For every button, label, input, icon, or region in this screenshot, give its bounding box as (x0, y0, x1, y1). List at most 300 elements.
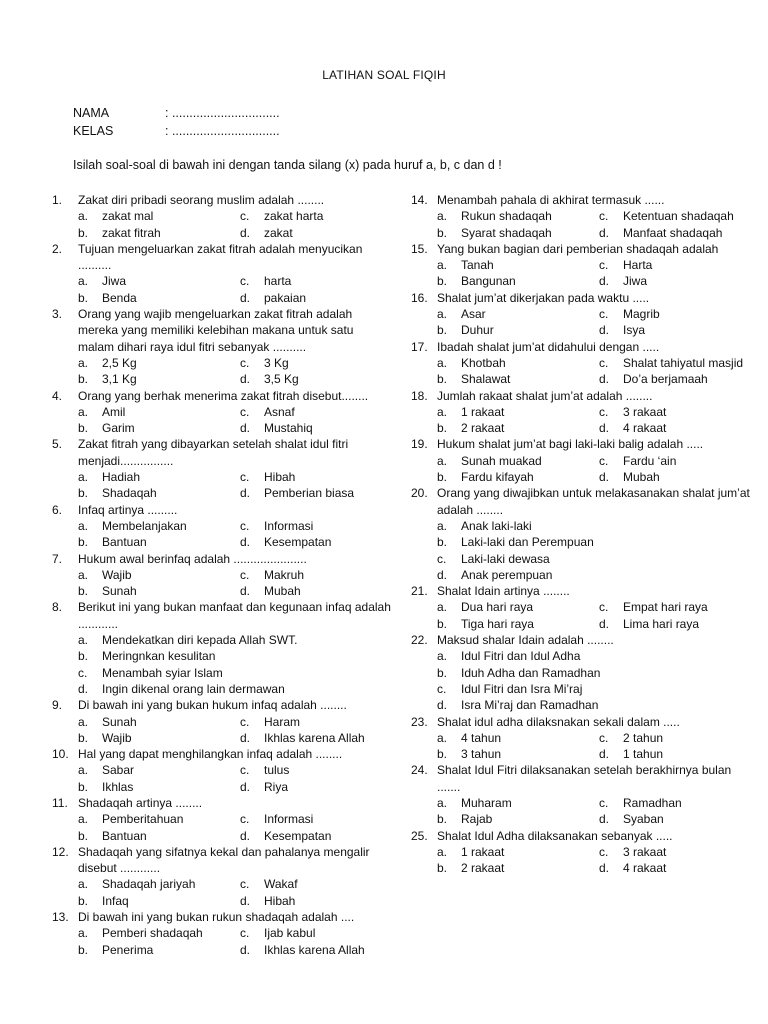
question-number: 14. (411, 193, 428, 207)
answer-option[interactable] (240, 730, 400, 746)
option-letter: a. (437, 453, 448, 468)
question-number: 17. (411, 339, 428, 354)
option-letter: a. (437, 404, 448, 419)
option-letter: d. (240, 779, 251, 794)
option-letter: c. (240, 567, 250, 582)
answer-option[interactable] (599, 306, 759, 322)
option-letter: d. (599, 616, 610, 631)
option-letter: d. (437, 698, 448, 713)
option-text: Hibah (264, 470, 296, 485)
answer-option[interactable] (240, 225, 400, 241)
answer-option[interactable] (437, 844, 599, 860)
option-text: Ikhlas karena Allah (264, 730, 365, 745)
answer-option[interactable] (599, 616, 759, 632)
question-text: Hal yang dapat menghilangkan infaq adalah ........ (78, 747, 343, 762)
question-line (411, 436, 751, 452)
option-letter: c. (599, 795, 609, 810)
answer-option[interactable] (437, 681, 751, 697)
option-text: Benda (102, 290, 137, 305)
option-letter: d. (599, 372, 610, 387)
option-text: Pemberian biasa (264, 486, 355, 501)
option-text: 3 rakaat (623, 404, 667, 419)
answer-option[interactable] (240, 273, 400, 289)
option-text: Riya (264, 779, 289, 794)
answer-option[interactable] (599, 811, 759, 827)
option-letter: b. (437, 470, 448, 485)
answer-option[interactable] (437, 730, 599, 746)
option-text: Isya (623, 323, 646, 338)
answer-option[interactable] (437, 453, 599, 469)
answer-options (437, 730, 751, 763)
question (52, 697, 392, 746)
name-label: NAMA (73, 106, 110, 120)
option-text: Laki-laki dan Perempuan (461, 535, 594, 550)
question (411, 828, 751, 877)
question (411, 436, 751, 485)
option-text: Anak perempuan (461, 567, 553, 582)
question-number: 13. (52, 910, 69, 925)
answer-option[interactable] (240, 518, 400, 534)
option-letter: d. (78, 681, 89, 696)
option-text: Pemberitahuan (102, 812, 184, 827)
answer-options (437, 518, 751, 583)
option-letter: d. (240, 942, 251, 957)
option-letter: b. (437, 616, 448, 631)
option-letter: b. (437, 535, 448, 550)
answer-option[interactable] (437, 469, 599, 485)
answer-options (78, 208, 392, 241)
answer-option[interactable] (78, 942, 240, 958)
answer-option[interactable] (78, 681, 392, 697)
option-text: 3 rakaat (623, 844, 667, 859)
question (52, 844, 392, 909)
option-letter: d. (599, 274, 610, 289)
question-text: Shalat Idul Fitri dilaksanakan setelah berakhirnya bulan ....... (437, 763, 732, 794)
answer-option[interactable] (240, 583, 400, 599)
answer-option[interactable] (240, 779, 400, 795)
option-letter: a. (437, 730, 448, 745)
answer-option[interactable] (78, 273, 240, 289)
answer-option[interactable] (599, 453, 759, 469)
question-text: Tujuan mengeluarkan zakat fitrah adalah menyucikan .......... (78, 241, 363, 273)
answer-option[interactable] (78, 355, 240, 371)
answer-option[interactable] (78, 290, 240, 306)
option-text: Khotbah (461, 355, 506, 370)
question-line (411, 388, 751, 404)
option-text: Laki-laki dewasa (461, 551, 550, 566)
answer-option[interactable] (437, 208, 599, 224)
answer-option[interactable] (78, 404, 240, 420)
answer-option[interactable] (599, 746, 759, 762)
answer-option[interactable] (78, 648, 392, 664)
answer-options (78, 925, 392, 958)
answer-option[interactable] (437, 420, 599, 436)
option-text: 1 rakaat (461, 404, 505, 419)
option-letter: d. (240, 290, 251, 305)
answer-option[interactable] (437, 404, 599, 420)
answer-option[interactable] (78, 225, 240, 241)
answer-option[interactable] (78, 811, 240, 827)
answer-option[interactable] (240, 567, 400, 583)
answer-options (78, 876, 392, 909)
question-line (411, 339, 751, 355)
option-letter: a. (78, 274, 89, 289)
option-letter: c. (599, 844, 609, 859)
answer-option[interactable] (78, 876, 240, 892)
question (52, 436, 392, 501)
option-text: Jiwa (623, 274, 648, 289)
question-number: 19. (411, 437, 428, 452)
answer-option[interactable] (437, 697, 751, 713)
option-text: Bantuan (102, 828, 147, 843)
option-letter: a. (437, 795, 448, 810)
option-text: Mubah (264, 584, 301, 599)
option-letter: a. (437, 209, 448, 224)
option-letter: a. (78, 209, 89, 224)
option-text: Mustahiq (264, 421, 313, 436)
option-text: Jiwa (102, 274, 127, 289)
answer-option[interactable] (599, 225, 759, 241)
answer-option[interactable] (78, 893, 240, 909)
question-text: Shadaqah yang sifatnya kekal dan pahalanya mengalir disebut ............ (78, 844, 370, 876)
question (411, 714, 751, 763)
answer-option[interactable] (437, 273, 599, 289)
option-text: Shadaqah jariyah (102, 877, 196, 892)
option-text: 2,5 Kg (102, 355, 137, 370)
answer-option[interactable] (78, 485, 240, 501)
answer-option[interactable] (437, 257, 599, 273)
answer-option[interactable] (437, 811, 599, 827)
option-text: Hadiah (102, 470, 141, 485)
option-text: Lima hari raya (623, 616, 700, 631)
option-letter: a. (78, 714, 89, 729)
name-field[interactable]: : ............................... (165, 106, 280, 120)
answer-option[interactable] (599, 469, 759, 485)
question-number: 12. (52, 844, 69, 859)
answer-option[interactable] (599, 420, 759, 436)
option-letter: c. (240, 812, 250, 827)
answer-option[interactable] (240, 290, 400, 306)
question-line (52, 436, 392, 469)
option-text: Sunah (102, 714, 137, 729)
question (411, 632, 751, 713)
question (52, 388, 392, 437)
option-text: Sunah (102, 584, 137, 599)
answer-option[interactable] (437, 518, 751, 534)
name-row (73, 106, 280, 120)
option-letter: a. (78, 470, 89, 485)
answer-option[interactable] (437, 616, 599, 632)
answer-option[interactable] (78, 208, 240, 224)
question (52, 795, 392, 844)
answer-option[interactable] (437, 746, 599, 762)
option-letter: a. (78, 877, 89, 892)
answer-option[interactable] (437, 225, 599, 241)
class-row (73, 124, 280, 138)
question-line (52, 909, 392, 925)
option-letter: a. (437, 649, 448, 664)
option-text: 4 rakaat (623, 861, 667, 876)
option-letter: b. (437, 747, 448, 762)
question-line (411, 192, 751, 208)
answer-option[interactable] (240, 714, 400, 730)
question-number: 9. (52, 698, 63, 713)
answer-option[interactable] (437, 355, 599, 371)
option-text: 3,1 Kg (102, 372, 137, 387)
answer-option[interactable] (78, 632, 392, 648)
option-letter: d. (240, 421, 251, 436)
page-title: LATIHAN SOAL FIQIH (322, 68, 446, 82)
answer-option[interactable] (240, 762, 400, 778)
option-letter: c. (240, 209, 250, 224)
option-letter: d. (240, 584, 251, 599)
answer-option[interactable] (240, 371, 400, 387)
question-number: 2. (52, 241, 63, 256)
answer-option[interactable] (599, 322, 759, 338)
option-letter: c. (599, 355, 609, 370)
answer-option[interactable] (599, 208, 759, 224)
answer-option[interactable] (240, 811, 400, 827)
option-letter: d. (240, 893, 251, 908)
answer-option[interactable] (240, 469, 400, 485)
answer-option[interactable] (78, 828, 240, 844)
answer-option[interactable] (240, 893, 400, 909)
option-text: Ketentuan shadaqah (623, 209, 734, 224)
answer-option[interactable] (78, 762, 240, 778)
option-text: Makruh (264, 567, 305, 582)
option-text: Wakaf (264, 877, 298, 892)
answer-option[interactable] (599, 844, 759, 860)
question-line (411, 632, 751, 648)
option-text: Rajab (461, 812, 493, 827)
question-text: Orang yang wajib mengeluarkan zakat fitrah adalah mereka yang memiliki kelebihan makana untuk satu malam dihari raya idul fitri sebanyak .......... (78, 307, 354, 354)
question-line (52, 241, 392, 274)
option-text: Ikhlas karena Allah (264, 942, 365, 957)
option-letter: b. (78, 649, 89, 664)
question-line (411, 828, 751, 844)
answer-option[interactable] (599, 860, 759, 876)
answer-options (437, 306, 751, 339)
answer-option[interactable] (437, 665, 751, 681)
answer-option[interactable] (437, 648, 751, 664)
option-letter: d. (240, 225, 251, 240)
answer-option[interactable] (599, 730, 759, 746)
option-letter: d. (599, 225, 610, 240)
answer-options (78, 469, 392, 502)
question-line (52, 746, 392, 762)
option-text: 3 tahun (461, 747, 502, 762)
option-letter: b. (437, 861, 448, 876)
answer-option[interactable] (437, 371, 599, 387)
option-letter: b. (78, 372, 89, 387)
question-number: 3. (52, 307, 63, 322)
answer-options (78, 762, 392, 795)
answer-option[interactable] (78, 420, 240, 436)
option-text: Syaban (623, 812, 664, 827)
option-text: 4 rakaat (623, 421, 667, 436)
answer-option[interactable] (599, 599, 759, 615)
option-letter: c. (599, 600, 609, 615)
answer-option[interactable] (599, 371, 759, 387)
answer-options (437, 355, 751, 388)
answer-option[interactable] (437, 599, 599, 615)
question-number: 18. (411, 388, 428, 403)
option-letter: b. (78, 225, 89, 240)
option-text: Manfaat shadaqah (623, 225, 723, 240)
question-text: Shalat Idul Adha dilaksanakan sebanyak ..... (437, 828, 673, 843)
option-text: Informasi (264, 518, 314, 533)
option-letter: c. (599, 730, 609, 745)
option-letter: d. (599, 861, 610, 876)
question-number: 15. (411, 241, 428, 256)
question (52, 551, 392, 600)
option-letter: c. (78, 665, 88, 680)
option-letter: a. (78, 355, 89, 370)
option-text: Tanah (461, 258, 494, 273)
answer-option[interactable] (599, 795, 759, 811)
answer-options (78, 811, 392, 844)
option-letter: b. (78, 535, 89, 550)
answer-option[interactable] (240, 355, 400, 371)
option-letter: d. (240, 486, 251, 501)
question-number: 24. (411, 763, 428, 778)
option-letter: b. (78, 486, 89, 501)
answer-option[interactable] (240, 876, 400, 892)
answer-options (437, 844, 751, 877)
option-text: Asar (461, 307, 486, 322)
option-letter: a. (437, 600, 448, 615)
question-text: Berikut ini yang bukan manfaat dan kegunaan infaq adalah ............ (78, 600, 391, 631)
option-text: Haram (264, 714, 301, 729)
option-letter: c. (240, 877, 250, 892)
answer-option[interactable] (599, 257, 759, 273)
answer-options (437, 599, 751, 632)
option-text: Amil (102, 404, 126, 419)
answer-option[interactable] (437, 306, 599, 322)
option-text: Fardu kifayah (461, 470, 534, 485)
question-line (411, 583, 751, 599)
answer-option[interactable] (78, 779, 240, 795)
question-line (52, 551, 392, 567)
answer-option[interactable] (437, 551, 751, 567)
question-line (52, 697, 392, 713)
option-letter: d. (240, 372, 251, 387)
answer-option[interactable] (599, 355, 759, 371)
question-text: Zakat fitrah yang dibayarkan setelah shalat idul fitri menjadi................ (78, 437, 349, 468)
option-letter: b. (78, 421, 89, 436)
option-letter: c. (240, 763, 250, 778)
answer-option[interactable] (78, 925, 240, 941)
answer-option[interactable] (240, 942, 400, 958)
option-text: zakat harta (264, 209, 324, 224)
question-text: Maksud shalar Idain adalah ........ (437, 633, 614, 648)
option-letter: c. (240, 470, 250, 485)
option-letter: c. (240, 274, 250, 289)
answer-option[interactable] (78, 714, 240, 730)
option-text: harta (264, 274, 292, 289)
answer-option[interactable] (78, 567, 240, 583)
answer-option[interactable] (78, 730, 240, 746)
option-text: Tiga hari raya (461, 616, 534, 631)
question (52, 599, 392, 697)
answer-option[interactable] (78, 469, 240, 485)
option-text: 2 rakaat (461, 421, 505, 436)
answer-option[interactable] (240, 828, 400, 844)
option-text: Sunah muakad (461, 453, 542, 468)
option-text: Pemberi shadaqah (102, 926, 203, 941)
option-letter: b. (78, 779, 89, 794)
question-number: 8. (52, 600, 63, 615)
option-letter: d. (599, 323, 610, 338)
question (411, 290, 751, 339)
option-letter: d. (599, 421, 610, 436)
option-text: Bangunan (461, 274, 516, 289)
answer-option[interactable] (78, 665, 392, 681)
option-letter: a. (78, 763, 89, 778)
question-text: Orang yang berhak menerima zakat fitrah disebut........ (78, 388, 369, 403)
answer-option[interactable] (240, 420, 400, 436)
answer-option[interactable] (240, 925, 400, 941)
option-text: Muharam (461, 795, 512, 810)
answer-options (437, 795, 751, 828)
answer-option[interactable] (240, 404, 400, 420)
option-text: 3 Kg (264, 355, 289, 370)
option-text: Syarat shadaqah (461, 225, 552, 240)
class-label: KELAS (73, 124, 114, 138)
answer-option[interactable] (78, 518, 240, 534)
answer-option[interactable] (599, 404, 759, 420)
option-text: Wajib (102, 567, 132, 582)
answer-option[interactable] (240, 534, 400, 550)
option-text: Sabar (102, 763, 135, 778)
option-letter: b. (437, 665, 448, 680)
option-letter: a. (437, 355, 448, 370)
answer-option[interactable] (78, 534, 240, 550)
option-letter: c. (599, 209, 609, 224)
answer-options (78, 518, 392, 551)
option-letter: a. (78, 633, 89, 648)
question-number: 11. (52, 795, 68, 810)
option-letter: a. (437, 307, 448, 322)
option-letter: a. (78, 518, 89, 533)
option-text: Garim (102, 421, 135, 436)
answer-options (78, 404, 392, 437)
question-text: Shalat jum’at dikerjakan pada waktu ..... (437, 290, 650, 305)
option-letter: c. (599, 404, 609, 419)
answer-option[interactable] (437, 795, 599, 811)
option-letter: b. (78, 584, 89, 599)
answer-option[interactable] (437, 567, 751, 583)
answer-option[interactable] (437, 860, 599, 876)
answer-option[interactable] (437, 534, 751, 550)
question-text: Di bawah ini yang bukan hukum infaq adalah ........ (78, 698, 347, 713)
option-text: tulus (264, 763, 290, 778)
option-text: Ikhlas (102, 779, 134, 794)
answer-option[interactable] (240, 485, 400, 501)
answer-option[interactable] (437, 322, 599, 338)
question (52, 306, 392, 387)
question-text: Orang yang diwajibkan untuk melakasanakan shalat jum’at adalah ........ (437, 486, 750, 517)
answer-option[interactable] (240, 208, 400, 224)
option-text: 2 rakaat (461, 861, 505, 876)
option-text: Isra Mi’raj dan Ramadhan (461, 698, 599, 713)
class-field[interactable]: : ............................... (165, 124, 280, 138)
question-number: 7. (52, 551, 63, 566)
answer-option[interactable] (78, 583, 240, 599)
answer-option[interactable] (599, 273, 759, 289)
answer-option[interactable] (78, 371, 240, 387)
option-text: Mendekatkan diri kepada Allah SWT. (102, 633, 298, 648)
